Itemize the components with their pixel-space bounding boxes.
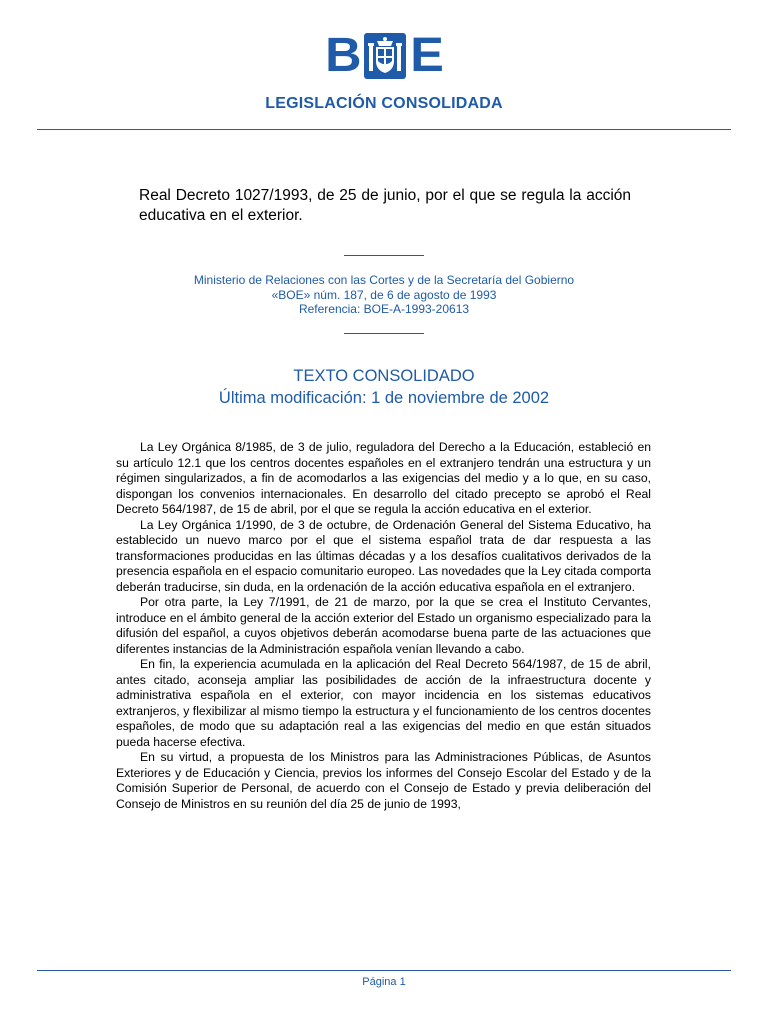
meta-divider-top [344, 255, 424, 256]
boe-logo [325, 29, 443, 82]
coat-of-arms-icon [364, 33, 406, 79]
meta-divider-bottom [344, 333, 424, 334]
header-title: LEGISLACIÓN CONSOLIDADA [265, 95, 503, 112]
document-meta [0, 273, 768, 317]
preamble-paragraph: En fin, la experiencia acumulada en la aplicación del Real Decreto 564/1987, de 15 de abril, antes citado, aconseja ampliar las posibilidades de acción de la infraestructura docente y administrativa española en el exterior, con mayor incidencia en los sistemas educativos extranjeros, y flexibilizar al mismo tiempo la estructura y el funcionamiento de los centros docentes españoles, de modo que su adaptación real a las exigencias del medio en que están situados pueda hacerse efectiva. [116, 657, 651, 749]
logo-letter-b: B [325, 29, 361, 82]
footer-divider [37, 970, 731, 971]
preamble-paragraph: La Ley Orgánica 8/1985, de 3 de julio, reguladora del Derecho a la Educación, estableció en su artículo 12.1 que los centros docentes españoles en el extranjero tendrán una estructura y un régimen singularizados, a fin de acomodarlos a las exigencias del medio y a lo que, en su caso, dispongan los convenios internacionales. En desarrollo del citado precepto se aprobó el Real Decreto 564/1987, de 15 de abril, por el que se regula la acción educativa en el exterior. [116, 440, 651, 516]
reference-line: Referencia: BOE-A-1993-20613 [298, 302, 470, 316]
last-modified: Última modificación: 1 de noviembre de 2002 [218, 389, 550, 407]
consolidated-block [0, 365, 768, 409]
preamble-paragraph: La Ley Orgánica 1/1990, de 3 de octubre, de Ordenación General del Sistema Educativo, ha establecido un nuevo marco por el que el sistema español trata de dar respuesta a las transformaciones producidas en las últimas décadas y a los desafíos cualitativos derivados de la presencia española en el espacio comunitario europeo. Las novedades que la Ley citada comporta deberán traducirse, sin duda, en la ordenación de la acción educativa española en el extranjero. [116, 517, 651, 594]
consolidated-heading: TEXTO CONSOLIDADO [293, 367, 475, 385]
ministry-line: Ministerio de Relaciones con las Cortes y de la Secretaría del Gobierno [193, 273, 575, 287]
preamble-body [116, 440, 651, 812]
preamble-paragraph: En su virtud, a propuesta de los Ministros para las Administraciones Públicas, de Asuntos Exteriores y de Educación y Ciencia, previos los informes del Consejo Escolar del Estado y de la Comisión Superior de Personal, de acuerdo con el Consejo de Estado y previa deliberación del Consejo de Ministros en su reunión del día 25 de junio de 1993, [116, 750, 651, 811]
header-divider [37, 129, 731, 130]
document-title: Real Decreto 1027/1993, de 25 de junio, por el que se regula la acción educativa en el exterior. [139, 187, 631, 224]
logo-letter-e: E [410, 29, 443, 82]
boe-issue-line: «BOE» núm. 187, de 6 de agosto de 1993 [271, 287, 497, 302]
preamble-paragraph: Por otra parte, la Ley 7/1991, de 21 de marzo, por la que se crea el Instituto Cervantes, introduce en el ámbito general de la acción exterior del Estado un organismo especializado para la difusión del español, a cuyos objetivos deberán acomodarse buena parte de las actuaciones que diferentes instancias de la Administración española venían llevando a cabo. [116, 595, 651, 656]
page-number: Página 1 [362, 976, 406, 988]
